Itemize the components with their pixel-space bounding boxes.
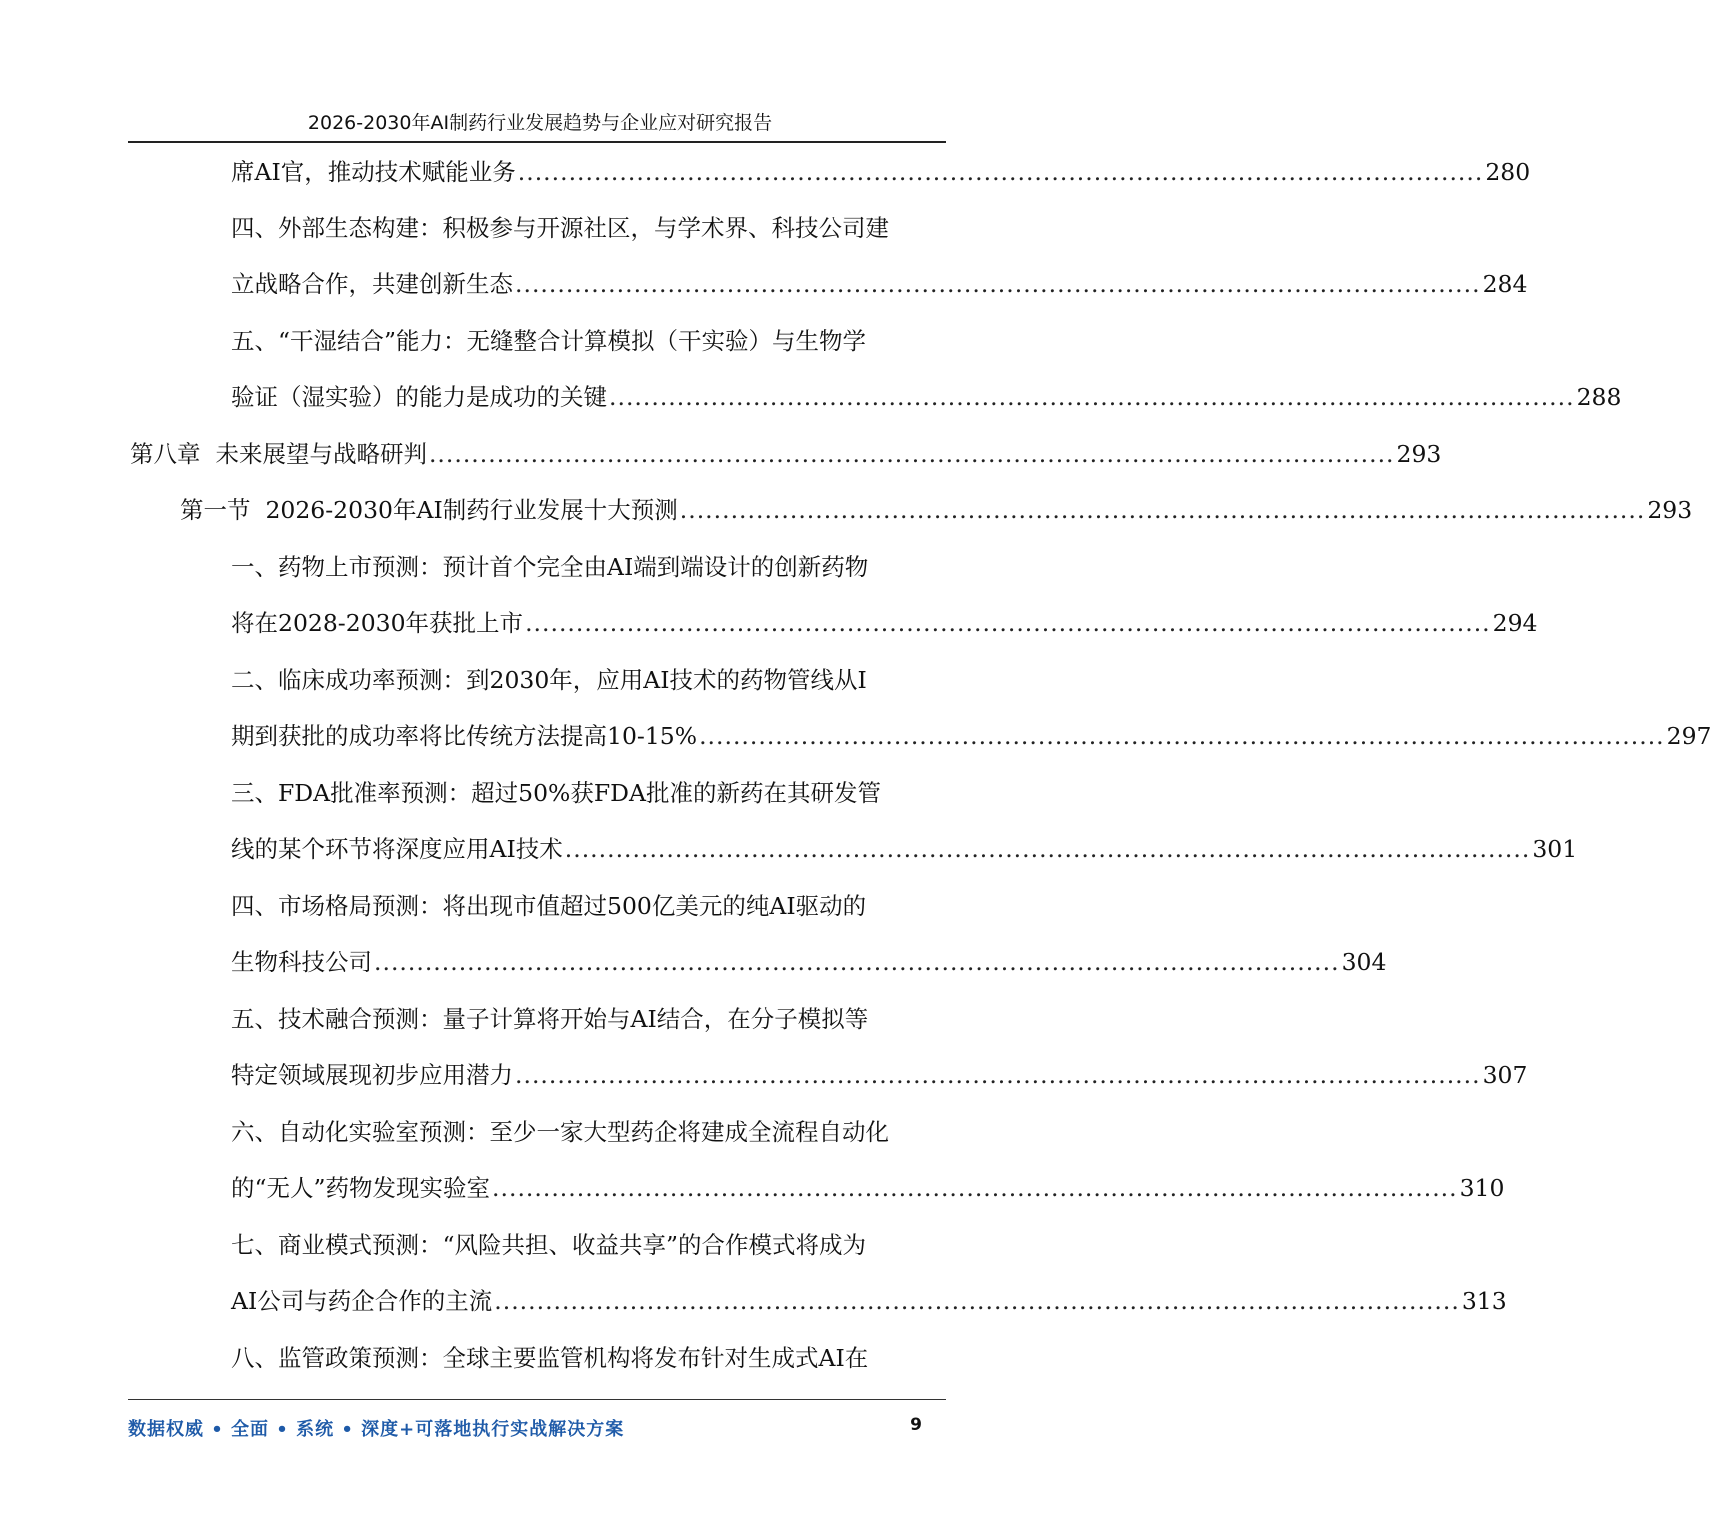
toc-entry-title: 生物科技公司: [231, 948, 372, 976]
toc-entry-title-line[interactable]: 四、市场格局预测：将出现市值超过500亿美元的纯AI驱动的: [231, 892, 867, 920]
toc-entry-page: 313: [1461, 1287, 1507, 1315]
toc-dot-leader: ..................................................................................................................: [609, 383, 1575, 411]
toc-entry-title: AI公司与药企合作的主流: [231, 1287, 493, 1315]
footer-slogan: 数据权威 • 全面 • 系统 • 深度+可落地执行实战解决方案: [128, 1419, 625, 1440]
toc-entry-page: 297: [1666, 722, 1712, 750]
toc-entry-page: 293: [1396, 440, 1442, 468]
toc-entry-page: 284: [1482, 270, 1528, 298]
toc-entry-title: 将在2028-2030年获批上市: [231, 609, 524, 637]
toc-entry-title: 特定领域展现初步应用潜力: [231, 1061, 513, 1089]
toc-entry-title: 线的某个环节将深度应用AI技术: [231, 835, 563, 863]
toc-entry-title-line[interactable]: 五、“干湿结合”能力：无缝整合计算模拟（干实验）与生物学: [231, 327, 867, 355]
toc-entry-title-line[interactable]: 一、药物上市预测：预计首个完全由AI端到端设计的创新药物: [231, 553, 869, 581]
toc-entry-title: 立战略合作，共建创新生态: [231, 270, 513, 298]
toc-entry-title: 验证（湿实验）的能力是成功的关键: [231, 383, 607, 411]
toc-entry[interactable]: [231, 821, 1578, 877]
toc-dot-leader: ..................................................................................................................: [494, 1287, 1460, 1315]
toc-entry-page: 293: [1647, 496, 1693, 524]
toc-entry-page: 304: [1341, 948, 1387, 976]
toc-dot-leader: ..................................................................................................................: [492, 1174, 1458, 1202]
toc-entry-title-line[interactable]: 三、FDA批准率预测：超过50%获FDA批准的新药在其研发管: [231, 779, 881, 807]
toc-entry-page: 310: [1459, 1174, 1505, 1202]
footer-page-number: 9: [910, 1415, 922, 1435]
toc-entry-page: 307: [1482, 1061, 1528, 1089]
toc-dot-leader: ..................................................................................................................: [564, 835, 1531, 863]
toc-entry-title-line[interactable]: 五、技术融合预测：量子计算将开始与AI结合，在分子模拟等: [231, 1005, 869, 1033]
toc-dot-leader: ..................................................................................................................: [374, 948, 1340, 976]
toc-dot-leader: ..................................................................................................................: [515, 270, 1481, 298]
toc-dot-leader: ..................................................................................................................: [515, 1061, 1481, 1089]
toc-dot-leader: ..................................................................................................................: [679, 496, 1646, 524]
toc-entry-title-line[interactable]: 二、临床成功率预测：到2030年，应用AI技术的药物管线从I: [231, 666, 867, 694]
toc-entry[interactable]: [231, 144, 1531, 200]
toc-entry-title-line[interactable]: 八、监管政策预测：全球主要监管机构将发布针对生成式AI在: [231, 1344, 869, 1372]
toc-dot-leader: ..................................................................................................................: [699, 722, 1665, 750]
toc-entry[interactable]: [231, 708, 1712, 764]
toc-entry-page: 294: [1492, 609, 1538, 637]
toc-entry[interactable]: [231, 1273, 1507, 1329]
toc-entry[interactable]: [231, 595, 1538, 651]
toc-entry-title: 席AI官，推动技术赋能业务: [231, 158, 516, 186]
toc-entry-title-line[interactable]: 七、商业模式预测：“风险共担、收益共享”的合作模式将成为: [231, 1231, 867, 1259]
toc-dot-leader: ..................................................................................................................: [428, 440, 1395, 468]
toc-entry[interactable]: [231, 1047, 1528, 1103]
toc-entry[interactable]: [231, 256, 1528, 312]
toc-entry-page: 301: [1532, 835, 1578, 863]
toc-entry[interactable]: [231, 934, 1387, 990]
header-divider: [128, 141, 946, 143]
toc-entry-page: 280: [1485, 158, 1531, 186]
toc-chapter-entry[interactable]: [130, 426, 1442, 482]
page-header-title: 2026-2030年AI制药行业发展趋势与企业应对研究报告: [307, 112, 773, 134]
toc-entry[interactable]: [231, 1160, 1505, 1216]
toc-dot-leader: ..................................................................................................................: [525, 609, 1491, 637]
toc-entry-title: 期到获批的成功率将比传统方法提高10-15%: [231, 722, 698, 750]
toc-entry-title-line[interactable]: 四、外部生态构建：积极参与开源社区，与学术界、科技公司建: [231, 214, 889, 242]
toc-section-entry[interactable]: [180, 482, 1693, 538]
toc-entry[interactable]: [231, 369, 1622, 425]
footer-divider: [128, 1399, 946, 1400]
toc-dot-leader: ..................................................................................................................: [517, 158, 1484, 186]
toc-chapter-title: 第八章 未来展望与战略研判: [130, 440, 427, 468]
toc-entry-title: 的“无人”药物发现实验室: [231, 1174, 491, 1202]
toc-entry-title-line[interactable]: 六、自动化实验室预测：至少一家大型药企将建成全流程自动化: [231, 1118, 889, 1146]
toc-section-title: 第一节 2026-2030年AI制药行业发展十大预测: [180, 496, 678, 524]
toc-entry-page: 288: [1576, 383, 1622, 411]
